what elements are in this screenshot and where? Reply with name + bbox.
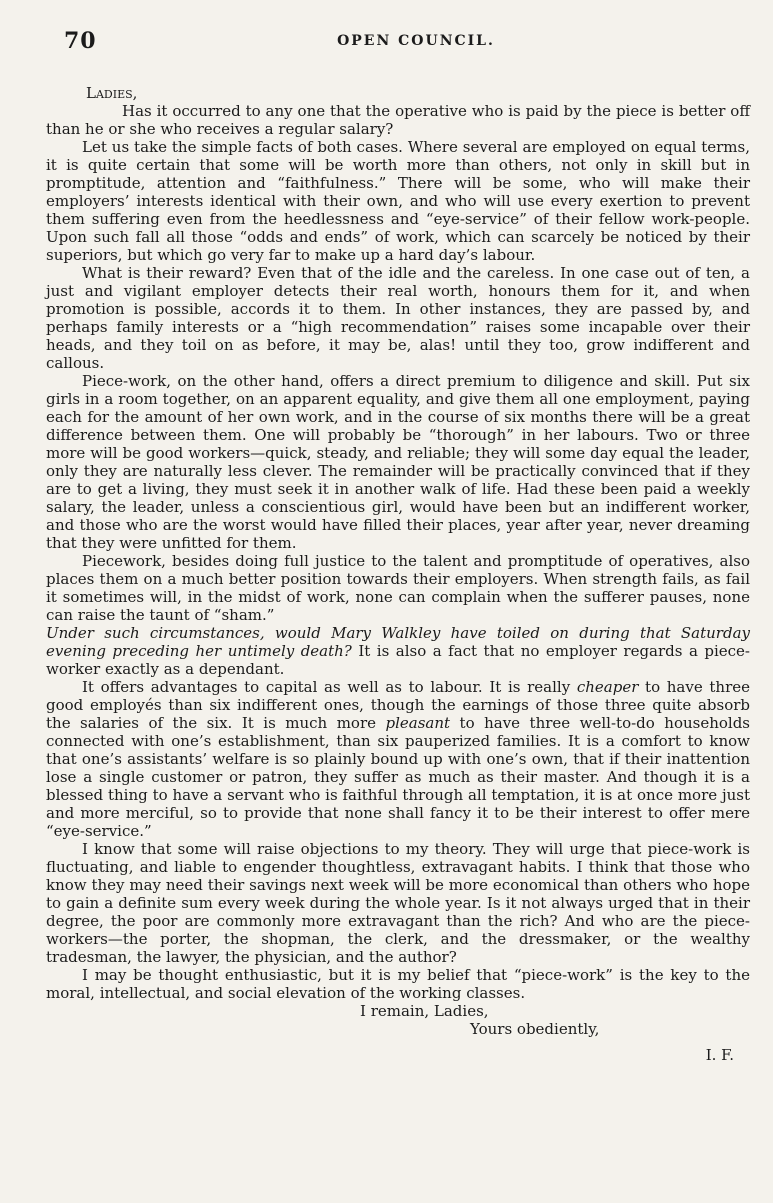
closing-yours: Yours obediently, <box>470 1020 600 1038</box>
paragraph-7-part-a: It offers advantages to capital as well as to labour. It is really <box>82 678 577 696</box>
paragraph-2: Let us take the simple facts of both cases. Where several are employed on equal terms, it is quite certain that some will be worth more than others, not only in skill but in promptitude, attention and “faithfulness.” There will be some, who will make their employers’ interests identical with their own, and who will use every exertion to prevent them suffering even from the heedlessness and “eye-service” of their fellow work-people. Upon such fall all those “odds and ends” of work, which can scarcely be noticed by their superiors, but which go very far to make up a hard day’s labour. <box>46 138 750 264</box>
page-number: 70 <box>64 28 97 54</box>
paragraph-1: Has it occurred to any one that the operative who is paid by the piece is better off than he or she who receives a regular salary? <box>46 102 750 138</box>
emphasis-pleasant: pleasant <box>385 714 451 732</box>
closing-remain: I remain, Ladies, <box>360 1002 489 1020</box>
letter-body <box>46 102 750 1002</box>
emphasis-cheaper: cheaper <box>576 678 639 696</box>
letter-closing <box>46 1002 750 1076</box>
paragraph-6-rest: It is also a fact that no employer regards a piece-worker exactly as a dependant. <box>46 642 750 678</box>
page <box>46 28 750 1076</box>
paragraph-3: What is their reward? Even that of the idle and the careless. In one case out of ten, a just and vigilant employer detects their real worth, honours them for it, and when promotion is possible, accords it to them. In other instances, they are passed by, and perhaps family interests or a “high recommendation” raises some incapable over their heads, and they toil on as before, it may be, alas! until they too, grow indifferent and callous. <box>46 264 750 372</box>
paragraph-7 <box>46 678 750 840</box>
paragraph-5: Piecework, besides doing full justice to the talent and promptitude of operatives, also places them on a much better position towards their employers. When strength fails, as fail it sometimes will, in the midst of work, none can complain when the sufferer pauses, none can raise the taunt of “sham.” <box>46 552 750 624</box>
paragraph-7-part-c: to have three well-to-do households connected with one’s establishment, than six pauperized families. It is a comfort to know that one’s assistants’ welfare is so plainly bound up with one’s own, that if their inattention lose a single customer or patron, they suffer as much as their master. And though it is a blessed thing to have a servant who is faithful through all temptation, it is at once more just and more merciful, so to provide that none shall fancy it to be their interest to offer mere “eye-service.” <box>46 714 751 840</box>
italic-question: Under such circumstances, would Mary Walkley have toiled on during that Saturday evening preceding her untimely death? <box>46 624 750 660</box>
signature: I. F. <box>705 1046 734 1064</box>
paragraph-6 <box>46 624 750 678</box>
paragraph-4: Piece-work, on the other hand, offers a direct premium to diligence and skill. Put six girls in a room together, on an apparent equality, and give them all one employment, paying each for the amount of her own work, and in the course of six months there will be a great difference between them. One will probably be “thorough” in her labours. Two or three more will be good workers—quick, steady, and reliable; they will some day equal the leader, only they are naturally less clever. The remainder will be practically convinced that if they are to get a living, they must seek it in another walk of life. Had these been paid a weekly salary, the leader, unless a conscientious girl, would have been but an indifferent worker, and those who are the worst would have filled their places, year after year, never dreaming that they were unfitted for them. <box>46 372 750 552</box>
page-header <box>46 28 750 54</box>
paragraph-8: I know that some will raise objections to my theory. They will urge that piece-work is fluctuating, and liable to engender thoughtless, extravagant habits. I think that those who know they may need their savings next week will be more economical than others who hope to gain a definite sum every week during the whole year. Is it not always urged that in their degree, the poor are commonly more extravagant than the rich? And who are the piece-workers—the porter, the shopman, the clerk, and the dressmaker, or the wealthy tradesman, the lawyer, the physician, and the author? <box>46 840 750 966</box>
salutation: Ladies, <box>86 84 138 102</box>
paragraph-9: I may be thought enthusiastic, but it is my belief that “piece-work” is the key to the moral, intellectual, and social elevation of the working classes. <box>46 966 750 1002</box>
running-head: OPEN COUNCIL. <box>337 33 495 49</box>
paragraph-7-part-b: to have three good employés than six indifferent ones, though the earnings of those three quite absorb the salaries of the six. It is much more <box>46 678 750 732</box>
